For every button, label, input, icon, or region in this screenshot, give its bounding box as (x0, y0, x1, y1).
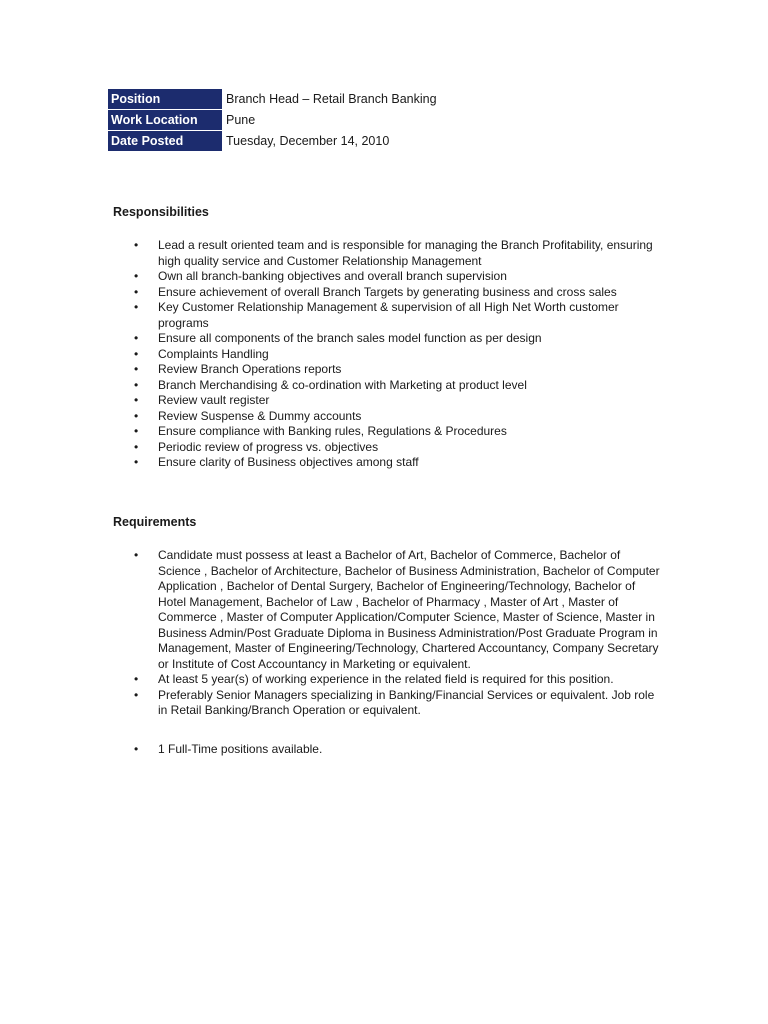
list-item: • Branch Merchandising & co-ordination with Marketing at product level (158, 378, 663, 394)
list-item: • Ensure all components of the branch sales model function as per design (158, 331, 663, 347)
date-posted-label: Date Posted (108, 131, 222, 152)
requirements-list (158, 548, 663, 719)
requirements-heading: Requirements (113, 515, 197, 529)
position-value: Branch Head – Retail Branch Banking (226, 92, 437, 107)
list-item: • Review Branch Operations reports (158, 362, 663, 378)
list-item: • Ensure clarity of Business objectives among staff (158, 455, 663, 471)
work-location-label: Work Location (108, 110, 222, 131)
position-label: Position (108, 89, 222, 110)
list-item: • Review vault register (158, 393, 663, 409)
positions-list (158, 742, 663, 758)
list-item: • Own all branch-banking objectives and overall branch supervision (158, 269, 663, 285)
list-item: • Review Suspense & Dummy accounts (158, 409, 663, 425)
info-row-position (108, 89, 437, 110)
positions-available: • 1 Full-Time positions available. (158, 742, 663, 758)
info-row-work-location (108, 110, 437, 131)
list-item: • Periodic review of progress vs. objectives (158, 440, 663, 456)
info-row-date-posted (108, 131, 437, 152)
list-item: • Key Customer Relationship Management & supervision of all High Net Worth customer programs (158, 300, 663, 331)
job-info-table (108, 89, 437, 151)
list-item: • Ensure achievement of overall Branch Targets by generating business and cross sales (158, 285, 663, 301)
date-posted-value: Tuesday, December 14, 2010 (226, 133, 390, 148)
list-item: • At least 5 year(s) of working experience in the related field is required for this position. (158, 672, 663, 688)
list-item: • Candidate must possess at least a Bachelor of Art, Bachelor of Commerce, Bachelor of Science , Bachelor of Architecture, Bachelor of Business Administration, Bachelor of Computer Application , Bachelor of Dental Surgery, Bachelor of Engineering/Technology, Bachelor of Hotel Management, Bachelor of Law , Bachelor of Pharmacy , Master of Art , Master of Commerce , Master of Computer Application/Computer Science, Master of Science, Master in Business Admin/Post Graduate Diploma in Business Administration/Post Graduate Program in Management, Master of Engineering/Technology, Chartered Accountancy, Company Secretary or Institute of Cost Accountancy in Marketing or equivalent. (158, 548, 663, 672)
list-item: • Complaints Handling (158, 347, 663, 363)
work-location-value: Pune (226, 113, 256, 127)
list-item: • Ensure compliance with Banking rules, Regulations & Procedures (158, 424, 663, 440)
responsibilities-heading: Responsibilities (113, 205, 209, 219)
list-item: • Lead a result oriented team and is responsible for managing the Branch Profitability, ensuring high quality service and Customer Relationship Management (158, 238, 663, 269)
list-item: • Preferably Senior Managers specializing in Banking/Financial Services or equivalent. Job role in Retail Banking/Branch Operation or equivalent. (158, 688, 663, 719)
responsibilities-list (158, 238, 663, 471)
